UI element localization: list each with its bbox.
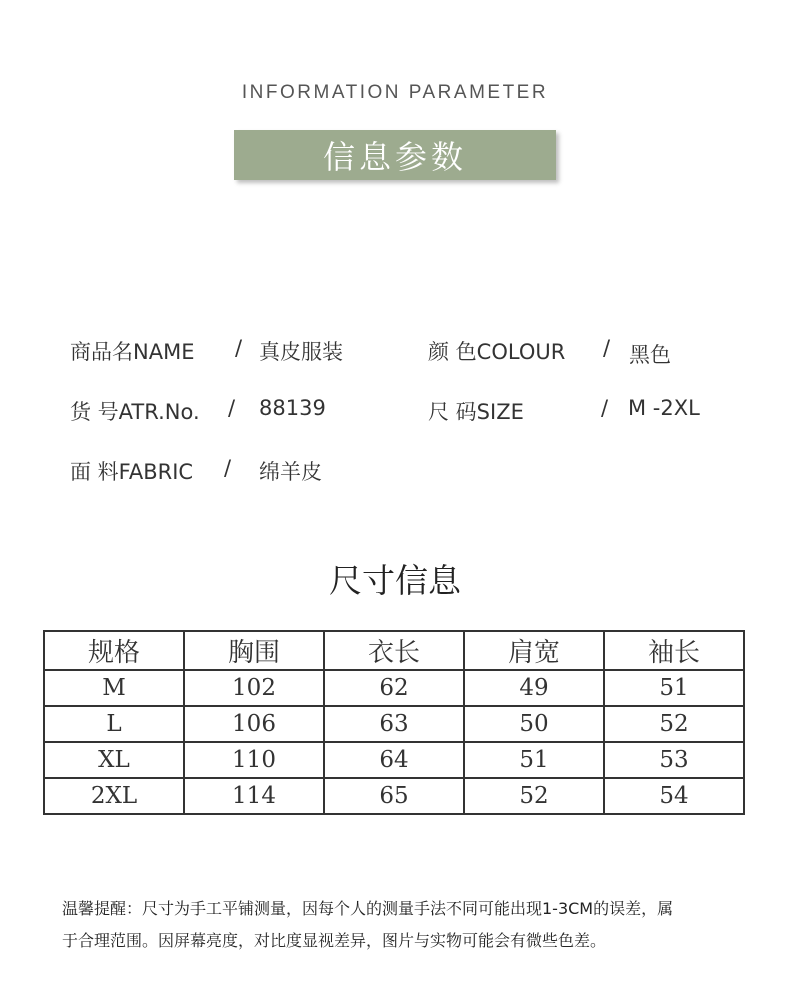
name-label: 商品名NAME: [70, 340, 195, 364]
column-header: 袖长: [604, 631, 744, 670]
table-row: [44, 778, 744, 814]
table-cell: 53: [604, 742, 744, 778]
table-cell: 50: [464, 706, 604, 742]
name-value: 真皮服装: [259, 340, 343, 364]
info-row-1: [0, 336, 790, 366]
table-cell: 51: [604, 670, 744, 706]
table-header-row: [44, 631, 744, 670]
table-cell: 2XL: [44, 778, 184, 814]
note-line-2: 于合理范围。因屏幕亮度，对比度显视差异，图片与实物可能会有微些色差。: [62, 931, 607, 950]
table-cell: 106: [184, 706, 324, 742]
table-cell: 62: [324, 670, 464, 706]
colour-separator: /: [603, 336, 611, 360]
table-cell: XL: [44, 742, 184, 778]
atr-label: 货 号ATR.No.: [70, 400, 200, 424]
fabric-separator: /: [224, 456, 232, 480]
atr-value: 88139: [259, 396, 326, 420]
size-table: [43, 630, 745, 815]
table-row: [44, 742, 744, 778]
column-header: 肩宽: [464, 631, 604, 670]
table-row: [44, 706, 744, 742]
size-separator: /: [601, 396, 609, 420]
atr-separator: /: [228, 396, 236, 420]
table-cell: 49: [464, 670, 604, 706]
size-label: 尺 码SIZE: [428, 400, 524, 424]
table-cell: 52: [604, 706, 744, 742]
size-value: M -2XL: [628, 396, 700, 420]
note-line-1: 温馨提醒：尺寸为手工平铺测量，因每个人的测量手法不同可能出现1-3CM的误差，属: [62, 899, 674, 918]
table-cell: 102: [184, 670, 324, 706]
table-cell: 63: [324, 706, 464, 742]
table-row: [44, 670, 744, 706]
size-section-title: 尺寸信息: [329, 561, 461, 600]
table-cell: 65: [324, 778, 464, 814]
column-header: 规格: [44, 631, 184, 670]
info-row-3: [0, 456, 790, 486]
table-cell: M: [44, 670, 184, 706]
table-cell: L: [44, 706, 184, 742]
english-title: INFORMATION PARAMETER: [241, 82, 549, 103]
table-cell: 64: [324, 742, 464, 778]
table-cell: 114: [184, 778, 324, 814]
measurement-note: [62, 893, 742, 957]
info-row-2: [0, 396, 790, 426]
colour-label: 颜 色COLOUR: [428, 340, 566, 364]
table-cell: 51: [464, 742, 604, 778]
name-separator: /: [235, 336, 243, 360]
table-cell: 54: [604, 778, 744, 814]
table-cell: 52: [464, 778, 604, 814]
column-header: 衣长: [324, 631, 464, 670]
fabric-value: 绵羊皮: [259, 460, 322, 484]
title-banner: [234, 130, 556, 180]
banner-title: 信息参数: [322, 138, 467, 176]
colour-value: 黑色: [629, 343, 671, 367]
table-cell: 110: [184, 742, 324, 778]
column-header: 胸围: [184, 631, 324, 670]
fabric-label: 面 料FABRIC: [70, 460, 194, 484]
